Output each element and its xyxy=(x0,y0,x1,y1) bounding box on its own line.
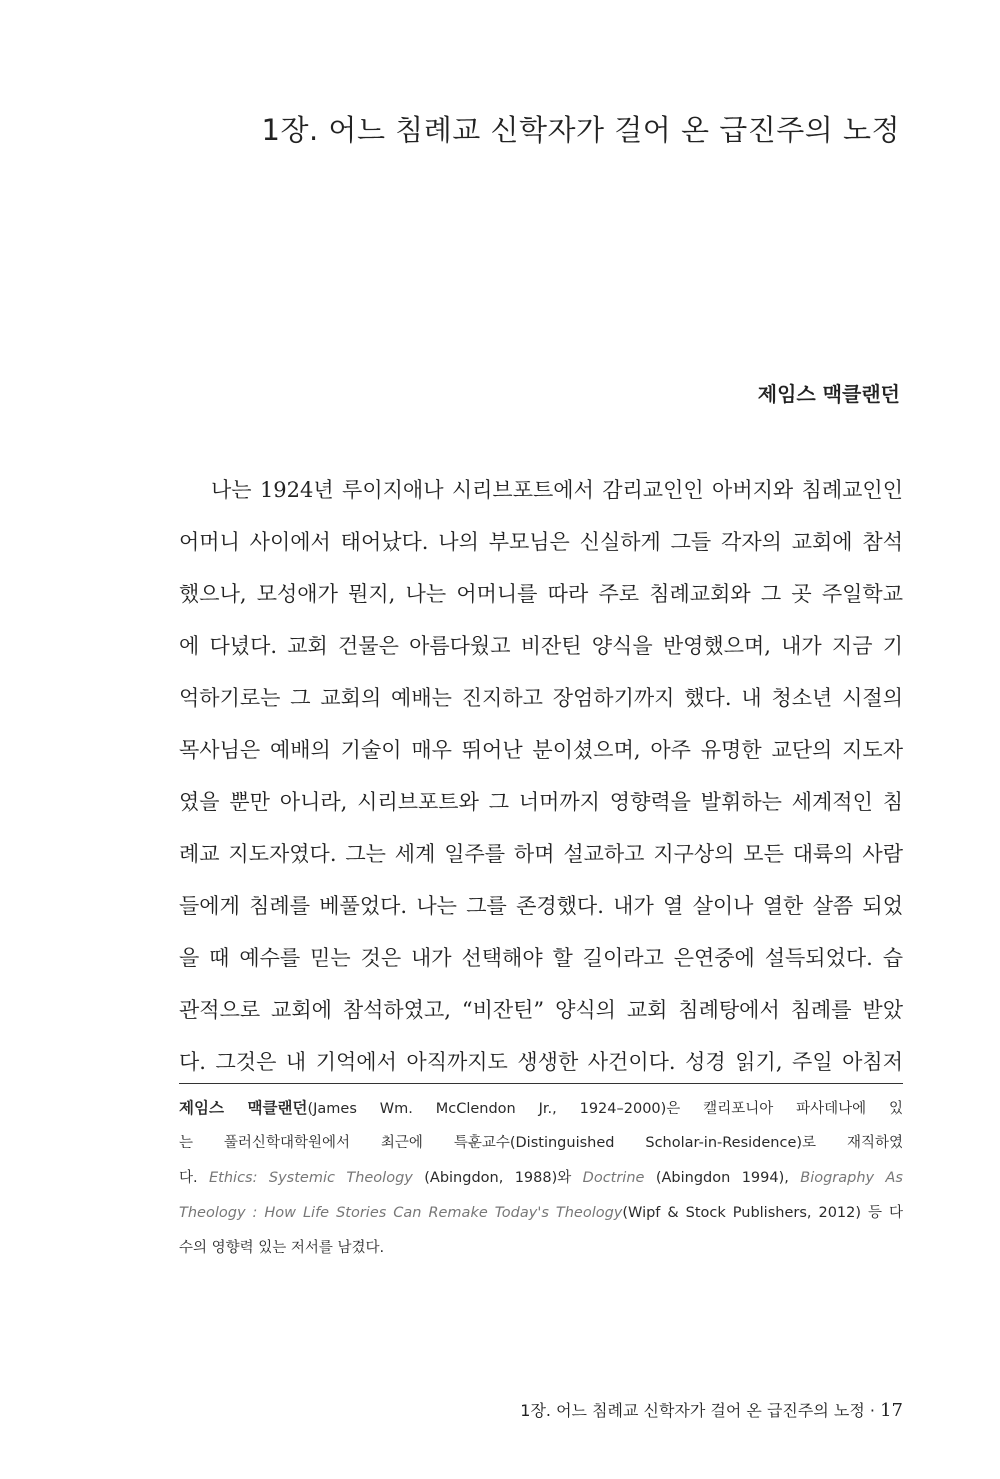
footnote-line xyxy=(179,1163,903,1198)
running-footer xyxy=(520,1398,903,1421)
body-line: 목사님은 예배의 기술이 매우 뛰어난 분이셨으며, 아주 유명한 교단의 지도자 xyxy=(179,738,903,762)
body-line: 관적으로 교회에 참석하였고, “비잔틴” 양식의 교회 침례탕에서 침례를 받았 xyxy=(179,998,903,1022)
footnote-divider xyxy=(179,1083,903,1084)
chapter-title: 1장. 어느 침례교 신학자가 걸어 온 급진주의 노정 xyxy=(261,113,900,147)
footnote-text: (Abingdon, 1988)와 xyxy=(412,1170,583,1186)
book-title-ethics: Ethics: Systemic Theology xyxy=(209,1170,413,1186)
footnote xyxy=(179,1093,903,1268)
body-line: 례교 지도자였다. 그는 세계 일주를 하며 설교하고 지구상의 모든 대륙의 사람 xyxy=(179,842,903,866)
footnote-line: 는 풀러신학대학원에서 최근에 특훈교수(Distinguished Scholar-in-Residence)로 재직하였 xyxy=(179,1135,903,1151)
footer-chapter-title: 1장. 어느 침례교 신학자가 걸어 온 급진주의 노정 xyxy=(520,1401,865,1420)
book-title-biography: Biography As xyxy=(800,1170,903,1186)
page-number: 17 xyxy=(880,1400,903,1421)
footer-separator: · xyxy=(869,1401,875,1420)
body-line: 들에게 침례를 베풀었다. 나는 그를 존경했다. 내가 열 살이나 열한 살쯤 되었 xyxy=(179,894,903,918)
body-line: 억하기로는 그 교회의 예배는 진지하고 장엄하기까지 했다. 내 청소년 시절의 xyxy=(179,686,903,710)
body-line: 다. 그것은 내 기억에서 아직까지도 생생한 사건이다. 성경 읽기, 주일 아침저 xyxy=(179,1050,903,1074)
book-title-biography-cont: Theology : How Life Stories Can Remake Today's Theology xyxy=(179,1205,623,1221)
body-paragraph xyxy=(179,472,903,1096)
body-line: 을 때 예수를 믿는 것은 내가 선택해야 할 길이라고 은연중에 설득되었다. 습 xyxy=(179,946,903,970)
footnote-line xyxy=(179,1198,903,1233)
footnote-text: (James Wm. McClendon Jr., 1924–2000)은 캘리포니아 파사데나에 있 xyxy=(307,1101,903,1117)
body-line: 어머니 사이에서 태어났다. 나의 부모님은 신실하게 그들 각자의 교회에 참석 xyxy=(179,530,903,554)
footnote-text: (Wipf & Stock Publishers, 2012) 등 다 xyxy=(622,1205,903,1221)
author-name: 제임스 맥클랜던 xyxy=(757,382,900,406)
footnote-line xyxy=(179,1093,903,1128)
body-line: 했으나, 모성애가 뭔지, 나는 어머니를 따라 주로 침례교회와 그 곳 주일학교 xyxy=(179,582,903,606)
book-title-doctrine: Doctrine xyxy=(582,1170,645,1186)
body-line: 나는 1924년 루이지애나 시리브포트에서 감리교인인 아버지와 침례교인인 xyxy=(211,478,903,502)
footnote-text: (Abingdon 1994), xyxy=(644,1170,801,1186)
footnote-text: 다. xyxy=(179,1170,210,1186)
body-line: 에 다녔다. 교회 건물은 아름다웠고 비잔틴 양식을 반영했으며, 내가 지금 기 xyxy=(179,634,903,658)
footnote-line: 수의 영향력 있는 저서를 남겼다. xyxy=(179,1240,385,1256)
footnote-author-name: 제임스 맥클랜던 xyxy=(179,1099,308,1117)
body-line: 였을 뿐만 아니라, 시리브포트와 그 너머까지 영향력을 발휘하는 세계적인 침 xyxy=(179,790,903,814)
